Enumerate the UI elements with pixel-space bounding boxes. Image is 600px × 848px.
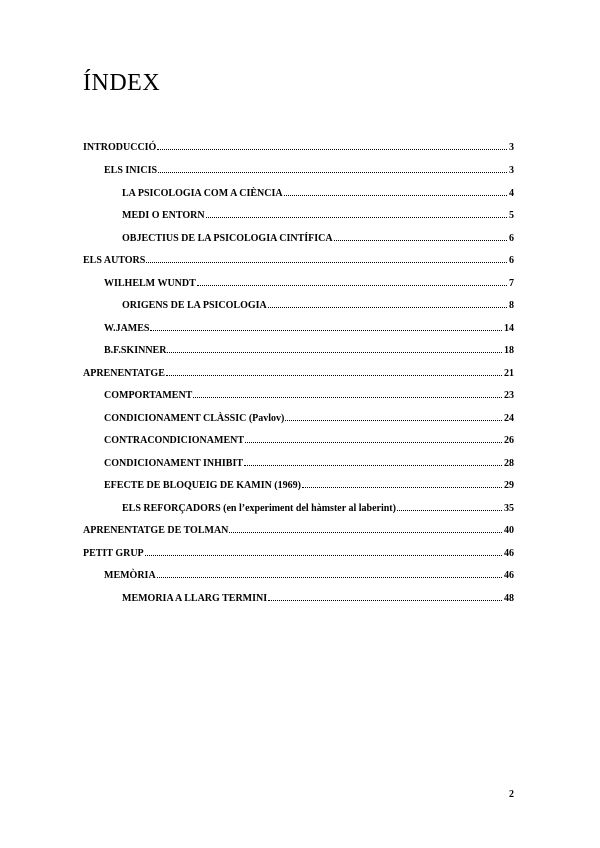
toc-entry-label: WILHELM WUNDT — [104, 278, 196, 289]
toc-entry-james[interactable] — [104, 322, 514, 335]
toc-dot-leader — [146, 254, 507, 263]
toc-entry-label: MEDI O ENTORN — [122, 210, 205, 221]
toc-entry-label: CONDICIONAMENT CLÀSSIC (Pavlov) — [104, 413, 285, 424]
toc-entry-label: APRENENTATGE DE TOLMAN — [83, 525, 229, 536]
toc-entry-page: 26 — [504, 435, 514, 446]
toc-entry-els-inicis[interactable] — [104, 164, 514, 177]
toc-entry-contracondicionament[interactable] — [104, 434, 514, 447]
toc-dot-leader — [166, 367, 502, 376]
toc-dot-leader — [150, 322, 502, 331]
toc-entry-page: 29 — [504, 480, 514, 491]
toc-entry-page: 46 — [504, 570, 514, 581]
page-title: ÍNDEX — [83, 70, 161, 96]
toc-entry-page: 28 — [504, 458, 514, 469]
toc-entry-page: 6 — [509, 255, 514, 266]
toc-dot-leader — [206, 209, 507, 218]
toc-entry-els-autors[interactable] — [83, 254, 514, 267]
toc-entry-page: 40 — [504, 525, 514, 536]
toc-entry-page: 6 — [509, 233, 514, 244]
toc-entry-label: LA PSICOLOGIA COM A CIÈNCIA — [122, 188, 283, 199]
toc-entry-label: ELS REFORÇADORS (en l’experiment del hàmster al laberint) — [122, 503, 396, 514]
toc-entry-label: EFECTE DE BLOQUEIG DE KAMIN (1969) — [104, 480, 301, 491]
toc-dot-leader — [284, 187, 507, 196]
toc-dot-leader — [285, 412, 502, 421]
toc-entry-objectius[interactable] — [122, 232, 514, 245]
toc-dot-leader — [397, 502, 502, 511]
toc-entry-tolman[interactable] — [83, 524, 514, 537]
toc-entry-label: COMPORTAMENT — [104, 390, 193, 401]
toc-entry-skinner[interactable] — [104, 344, 514, 357]
toc-entry-label: APRENENTATGE — [83, 368, 165, 379]
toc-entry-label: CONTRACONDICIONAMENT — [104, 435, 245, 446]
toc-entry-page: 46 — [504, 548, 514, 559]
toc-entry-page: 24 — [504, 413, 514, 424]
toc-dot-leader — [334, 232, 507, 241]
toc-entry-condicionament-inhibit[interactable] — [104, 457, 514, 470]
toc-entry-page: 14 — [504, 323, 514, 334]
toc-entry-label: ELS INICIS — [104, 165, 158, 176]
toc-dot-leader — [157, 141, 507, 150]
toc-entry-condicionament-classic[interactable] — [104, 412, 514, 425]
toc-dot-leader — [145, 547, 502, 556]
toc-entry-label: MEMÒRIA — [104, 570, 156, 581]
toc-entry-label: OBJECTIUS DE LA PSICOLOGIA CINTÍFICA — [122, 233, 333, 244]
toc-entry-wundt[interactable] — [104, 277, 514, 290]
toc-dot-leader — [302, 479, 502, 488]
toc-entry-medi-entorn[interactable] — [122, 209, 514, 222]
toc-entry-label: CONDICIONAMENT INHIBIT — [104, 458, 244, 469]
toc-dot-leader — [244, 457, 502, 466]
toc-entry-label: ORIGENS DE LA PSICOLOGIA — [122, 300, 267, 311]
toc-dot-leader — [193, 389, 502, 398]
toc-entry-label: PETIT GRUP — [83, 548, 144, 559]
toc-entry-psicologia-ciencia[interactable] — [122, 187, 514, 200]
toc-dot-leader — [268, 592, 502, 601]
toc-dot-leader — [167, 344, 502, 353]
toc-entry-page: 8 — [509, 300, 514, 311]
toc-dot-leader — [245, 434, 502, 443]
toc-entry-page: 5 — [509, 210, 514, 221]
toc-entry-memoria-llarg-termini[interactable] — [122, 592, 514, 605]
toc-entry-page: 35 — [504, 503, 514, 514]
page-number: 2 — [509, 789, 514, 800]
toc-entry-page: 21 — [504, 368, 514, 379]
toc-entry-label: W.JAMES — [104, 323, 150, 334]
toc-entry-origens[interactable] — [122, 299, 514, 312]
toc-entry-kamin[interactable] — [104, 479, 514, 492]
toc-entry-reforcadors[interactable] — [122, 502, 514, 515]
toc-entry-page: 3 — [509, 142, 514, 153]
toc-entry-page: 7 — [509, 278, 514, 289]
toc-entry-page: 4 — [509, 188, 514, 199]
toc-dot-leader — [229, 524, 502, 533]
toc-entry-page: 18 — [504, 345, 514, 356]
toc-entry-label: B.F.SKINNER — [104, 345, 167, 356]
toc-entry-page: 23 — [504, 390, 514, 401]
toc-entry-memoria[interactable] — [104, 569, 514, 582]
toc-dot-leader — [197, 277, 507, 286]
toc-entry-petit-grup[interactable] — [83, 547, 514, 560]
toc-dot-leader — [158, 164, 507, 173]
toc-entry-label: MEMORIA A LLARG TERMINI — [122, 593, 268, 604]
toc-dot-leader — [157, 569, 502, 578]
toc-entry-page: 3 — [509, 165, 514, 176]
toc-entry-page: 48 — [504, 593, 514, 604]
toc-entry-label: ELS AUTORS — [83, 255, 146, 266]
toc-entry-comportament[interactable] — [104, 389, 514, 402]
toc-entry-introduccio[interactable] — [83, 141, 514, 154]
toc-dot-leader — [268, 299, 507, 308]
toc-entry-label: INTRODUCCIÓ — [83, 142, 157, 153]
toc-entry-aprenentatge[interactable] — [83, 367, 514, 380]
